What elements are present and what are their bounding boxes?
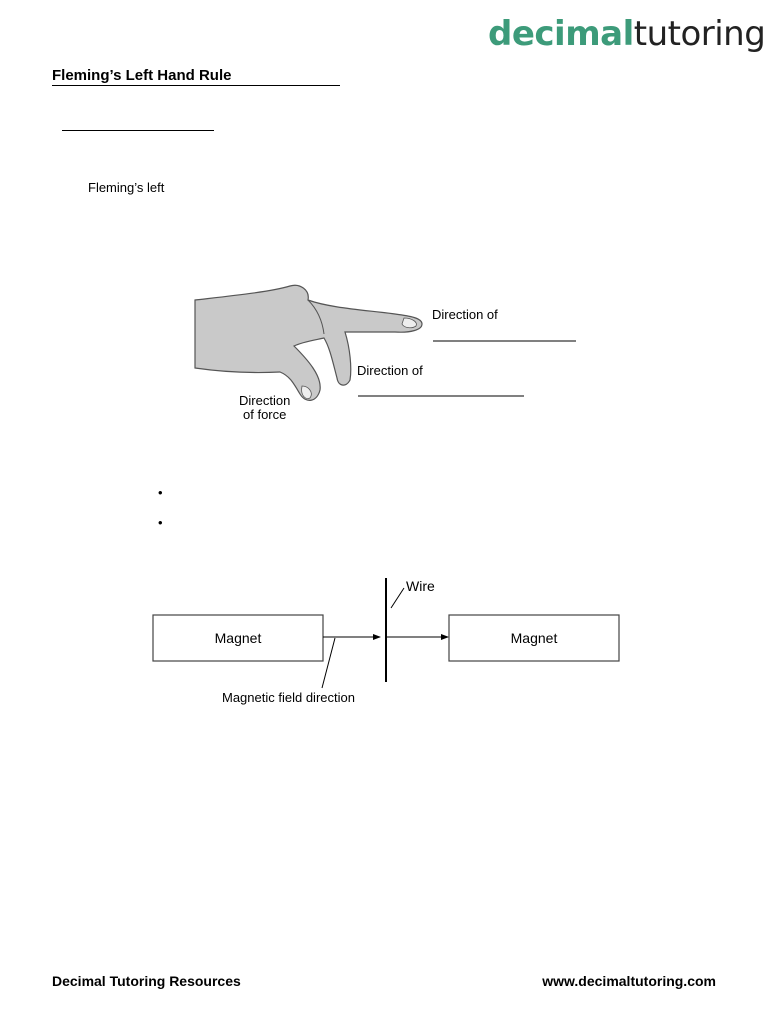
field-direction-label: Magnetic field direction [222, 690, 355, 705]
wire-pointer [391, 588, 404, 608]
intro-text: Fleming’s left [88, 180, 165, 195]
field-pointer [322, 638, 335, 688]
label-index-direction: Direction of [432, 307, 498, 322]
footer-left: Decimal Tutoring Resources [52, 973, 241, 989]
magnet-left-label: Magnet [214, 630, 262, 646]
footer-right[interactable]: www.decimaltutoring.com [542, 973, 716, 989]
hand-diagram [190, 278, 590, 428]
hand-shape [195, 285, 422, 400]
brand-name-bold: decimal [488, 14, 634, 54]
brand-logo [488, 14, 765, 54]
brand-name-light: tutoring [633, 14, 766, 54]
bullet-2: • [158, 515, 163, 530]
magnet-right-label: Magnet [510, 630, 558, 646]
subtitle-blank-line [62, 130, 214, 131]
label-force-line1: Direction [239, 393, 291, 408]
magnet-diagram [150, 570, 630, 710]
wire-label: Wire [406, 578, 435, 594]
label-middle-direction: Direction of [357, 363, 423, 378]
bullet-1: • [158, 485, 163, 500]
page-title: Fleming’s Left Hand Rule [52, 67, 340, 86]
label-force-line2: of force [243, 407, 287, 422]
